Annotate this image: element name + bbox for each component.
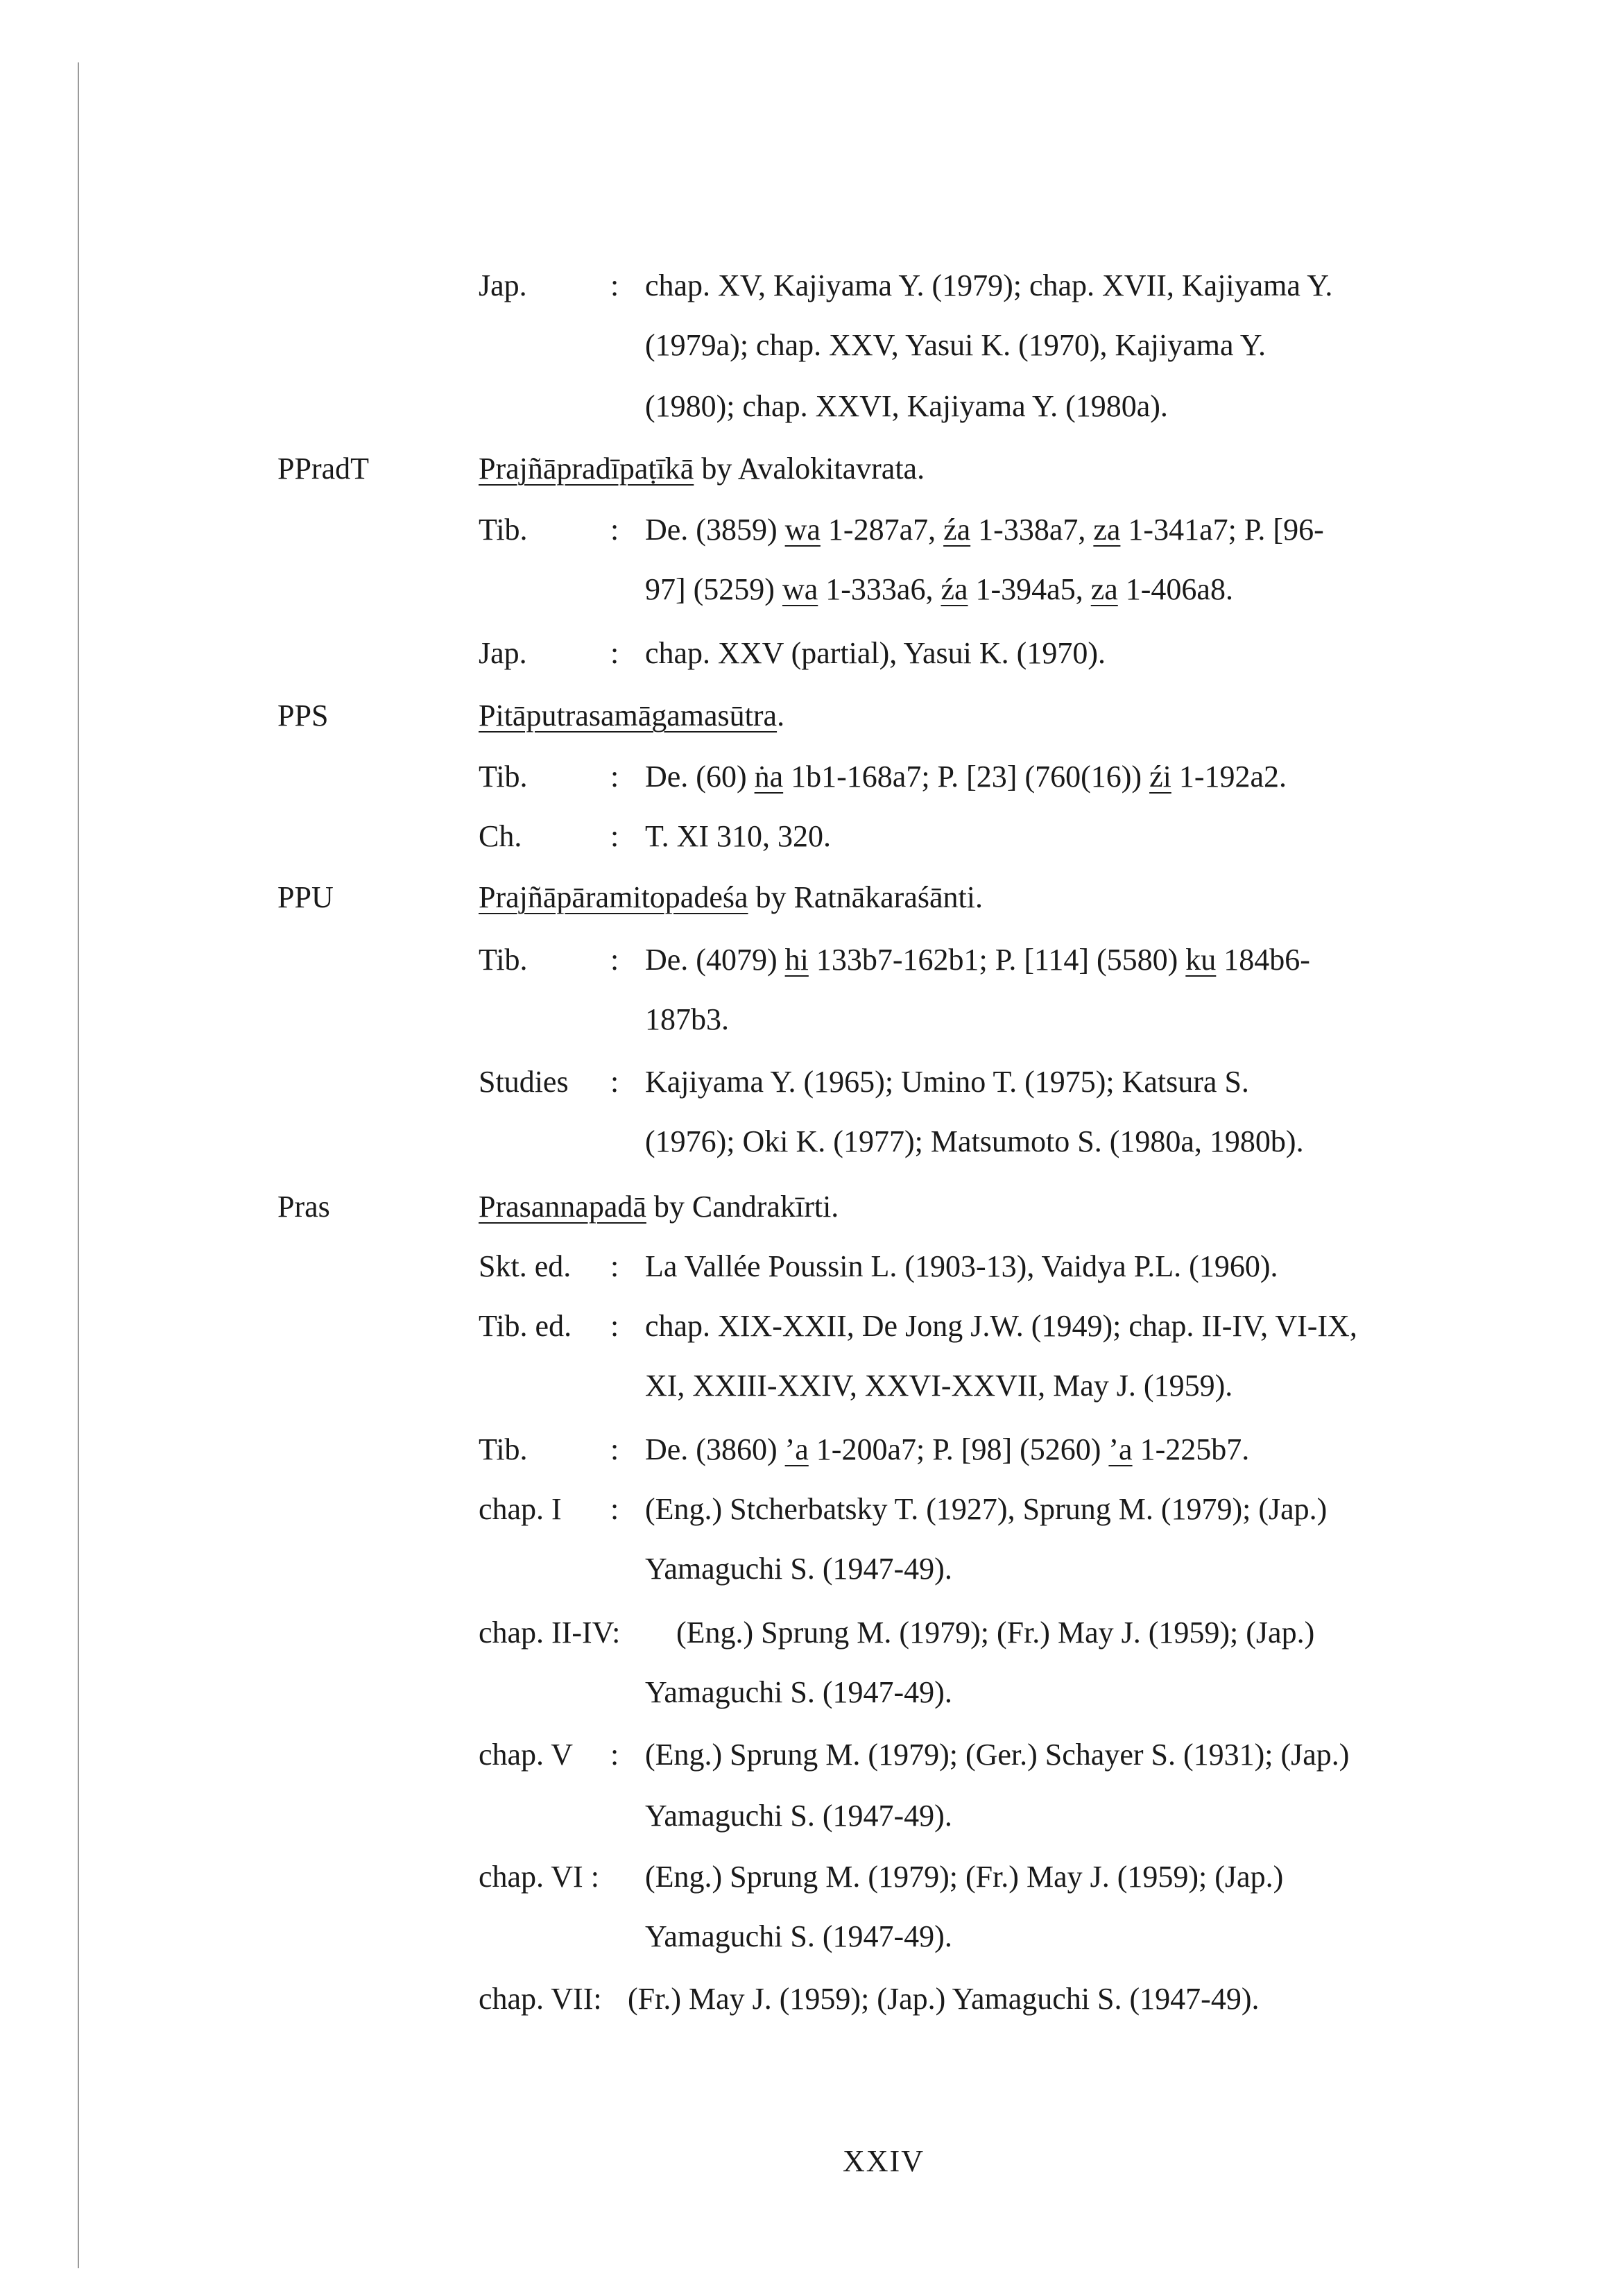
tib-ed-text-line-1: chap. XIX-XXII, De Jong J.W. (1949); chap. II-IV, VI-IX, bbox=[645, 1309, 1357, 1343]
abbreviation-ppu: PPU bbox=[277, 880, 334, 914]
colon: : bbox=[610, 819, 619, 853]
tib-text-line-2: 187b3. bbox=[645, 1002, 729, 1036]
abbreviation-pras: Pras bbox=[277, 1190, 330, 1224]
jap-label: Jap. bbox=[479, 636, 527, 670]
chap-ii-iv-text-line-1: (Eng.) Sprung M. (1979); (Fr.) May J. (1959); (Jap.) bbox=[676, 1616, 1315, 1650]
colon: : bbox=[610, 1065, 619, 1099]
chap-i-text-line-2: Yamaguchi S. (1947-49). bbox=[645, 1552, 952, 1586]
tib-text: De. (3860) ’a 1-200a7; P. [98] (5260) ’a 1-225b7. bbox=[645, 1432, 1250, 1466]
colon: : bbox=[610, 943, 619, 977]
studies-label: Studies bbox=[479, 1065, 569, 1099]
chap-vi-text-line-1: (Eng.) Sprung M. (1979); (Fr.) May J. (1959); (Jap.) bbox=[645, 1860, 1284, 1894]
tib-label: Tib. bbox=[479, 1432, 528, 1466]
chap-vi-text-line-2: Yamaguchi S. (1947-49). bbox=[645, 1919, 952, 1953]
chap-vii-text: (Fr.) May J. (1959); (Jap.) Yamaguchi S. (1947-49). bbox=[628, 1982, 1260, 2016]
chap-v-text-line-1: (Eng.) Sprung M. (1979); (Ger.) Schayer S. (1931); (Jap.) bbox=[645, 1738, 1350, 1772]
studies-text-line-1: Kajiyama Y. (1965); Umino T. (1975); Katsura S. bbox=[645, 1065, 1249, 1099]
chap-v-text-line-2: Yamaguchi S. (1947-49). bbox=[645, 1799, 952, 1833]
binding-margin-line bbox=[78, 62, 79, 2268]
ch-label: Ch. bbox=[479, 819, 522, 853]
entry-title-ppu: Prajñāpāramitopadeśa by Ratnākaraśānti. bbox=[479, 880, 983, 914]
skt-ed-text: La Vallée Poussin L. (1903-13), Vaidya P.L. (1960). bbox=[645, 1249, 1278, 1283]
tib-text-line-1: De. (4079) hi 133b7-162b1; P. [114] (5580) ku 184b6- bbox=[645, 943, 1310, 977]
entry-title-pps: Pitāputrasamāgamasūtra. bbox=[479, 699, 785, 733]
chap-i-text-line-1: (Eng.) Stcherbatsky T. (1927), Sprung M. (1979); (Jap.) bbox=[645, 1492, 1328, 1526]
colon: : bbox=[610, 268, 619, 302]
tib-label: Tib. bbox=[479, 943, 528, 977]
jap-text-line-3: (1980); chap. XXVI, Kajiyama Y. (1980a). bbox=[645, 389, 1168, 423]
jap-text-line-2: (1979a); chap. XXV, Yasui K. (1970), Kajiyama Y. bbox=[645, 328, 1266, 362]
jap-text-line-1: chap. XV, Kajiyama Y. (1979); chap. XVII, Kajiyama Y. bbox=[645, 268, 1333, 302]
chap-vi-label: chap. VI : bbox=[479, 1860, 599, 1894]
abbreviation-ppradt: PPradT bbox=[277, 452, 369, 486]
jap-text: chap. XXV (partial), Yasui K. (1970). bbox=[645, 636, 1106, 670]
tib-text-line-2: 97] (5259) wa 1-333a6, źa 1-394a5, za 1-406a8. bbox=[645, 572, 1233, 606]
colon: : bbox=[610, 513, 619, 547]
tib-text-line-1: De. (3859) wa 1-287a7, źa 1-338a7, za 1-341a7; P. [96- bbox=[645, 513, 1324, 547]
colon: : bbox=[610, 1492, 619, 1526]
chap-i-label: chap. I bbox=[479, 1492, 562, 1526]
tib-ed-text-line-2: XI, XXIII-XXIV, XXVI-XXVII, May J. (1959). bbox=[645, 1369, 1233, 1403]
chap-vii-label: chap. VII: bbox=[479, 1982, 602, 2016]
skt-ed-label: Skt. ed. bbox=[479, 1249, 572, 1283]
colon: : bbox=[610, 1738, 619, 1772]
chap-ii-iv-text-line-2: Yamaguchi S. (1947-49). bbox=[645, 1675, 952, 1709]
colon: : bbox=[610, 636, 619, 670]
colon: : bbox=[610, 1249, 619, 1283]
tib-text: De. (60) ṅa 1b1-168a7; P. [23] (760(16)) źi 1-192a2. bbox=[645, 760, 1287, 794]
chap-v-label: chap. V bbox=[479, 1738, 574, 1772]
entry-title-pras: Prasannapadā by Candrakīrti. bbox=[479, 1190, 839, 1224]
chap-ii-iv-label: chap. II-IV: bbox=[479, 1616, 621, 1650]
colon: : bbox=[610, 760, 619, 794]
ch-text: T. XI 310, 320. bbox=[645, 819, 832, 853]
title-author: by Avalokitavrata. bbox=[694, 452, 925, 486]
jap-label: Jap. bbox=[479, 268, 527, 302]
colon: : bbox=[610, 1309, 619, 1343]
tib-label: Tib. bbox=[479, 513, 528, 547]
page-number: XXIV bbox=[843, 2144, 925, 2178]
colon: : bbox=[610, 1432, 619, 1466]
abbreviation-pps: PPS bbox=[277, 699, 329, 733]
title-text: Prajñāpradīpaṭīkā bbox=[479, 452, 694, 486]
entry-title-ppradt bbox=[479, 448, 925, 490]
studies-text-line-2: (1976); Oki K. (1977); Matsumoto S. (1980a, 1980b). bbox=[645, 1124, 1304, 1158]
tib-ed-label: Tib. ed. bbox=[479, 1309, 572, 1343]
tib-label: Tib. bbox=[479, 760, 528, 794]
